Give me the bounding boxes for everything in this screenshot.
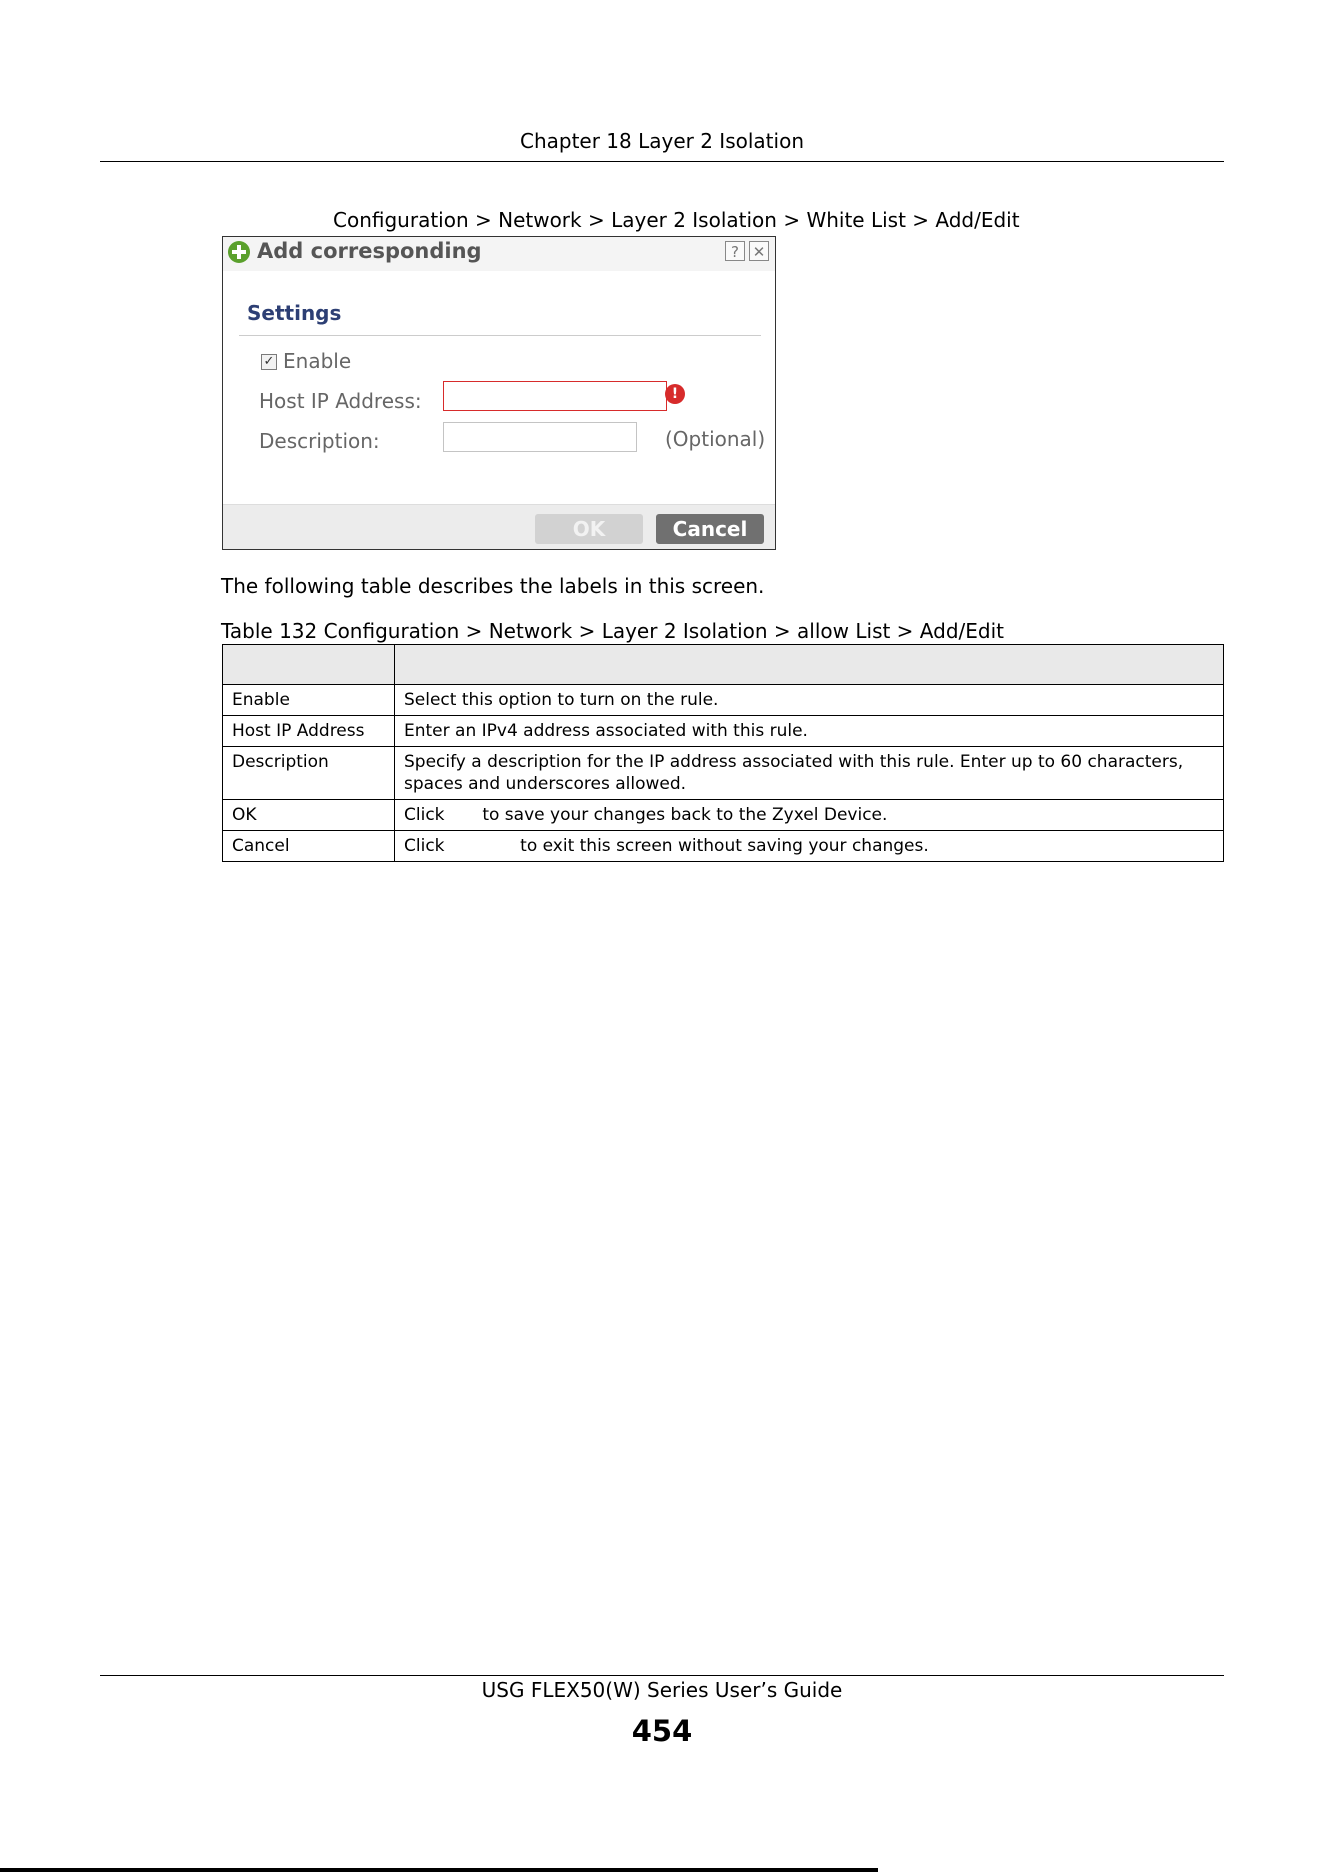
dialog-title: Add corresponding: [257, 239, 482, 263]
header-rule: [100, 161, 1224, 162]
host-ip-input[interactable]: [443, 381, 667, 411]
row-label: OK: [223, 800, 395, 831]
row-description: Enter an IPv4 address associated with this rule.: [395, 716, 1224, 747]
dialog-header: [223, 237, 775, 271]
row-label: Cancel: [223, 831, 395, 862]
chapter-title: Chapter 18 Layer 2 Isolation: [519, 129, 804, 153]
header-cell-label: [223, 645, 395, 685]
labels-table: [222, 644, 1224, 862]
host-ip-label: Host IP Address:: [259, 389, 422, 413]
error-icon: !: [665, 384, 685, 404]
settings-divider: [239, 335, 761, 336]
table-row: [223, 747, 1224, 800]
description-input[interactable]: [443, 422, 637, 452]
optional-label: (Optional): [665, 427, 766, 451]
table-header-row: [223, 645, 1224, 685]
row-description: Click to exit this screen without saving your changes.: [395, 831, 1224, 862]
table-row: [223, 685, 1224, 716]
enable-checkbox[interactable]: ✓: [261, 354, 277, 370]
description-label: Description:: [259, 429, 380, 453]
guide-title: USG FLEX50(W) Series User’s Guide: [481, 1678, 843, 1702]
bottom-bar: [0, 1868, 878, 1872]
dialog-body: [223, 271, 775, 504]
intro-text: The following table describes the labels in this screen.: [221, 574, 765, 598]
table-row: [223, 800, 1224, 831]
table-caption: Table 132 Configuration > Network > Layer 2 Isolation > allow List > Add/Edit: [221, 619, 1004, 643]
help-icon[interactable]: ?: [725, 241, 745, 261]
page-number: 454: [631, 1714, 693, 1748]
row-label: Enable: [223, 685, 395, 716]
header-cell-description: [395, 645, 1224, 685]
row-description: Specify a description for the IP address associated with this rule. Enter up to 60 characters, spaces and underscores allowed.: [395, 747, 1224, 800]
add-icon: [228, 241, 250, 263]
table-row: [223, 831, 1224, 862]
figure-caption: Configuration > Network > Layer 2 Isolation > White List > Add/Edit: [333, 208, 1020, 232]
add-corresponding-dialog: [222, 236, 776, 550]
cancel-button[interactable]: Cancel: [656, 514, 764, 544]
ok-button[interactable]: OK: [535, 514, 643, 544]
close-icon[interactable]: ✕: [749, 241, 769, 261]
row-label: Host IP Address: [223, 716, 395, 747]
footer-rule: [100, 1675, 1224, 1676]
enable-label: Enable: [283, 349, 352, 373]
row-description: Click to save your changes back to the Zyxel Device.: [395, 800, 1224, 831]
row-description: Select this option to turn on the rule.: [395, 685, 1224, 716]
row-label: Description: [223, 747, 395, 800]
settings-heading: Settings: [247, 301, 342, 325]
table-row: [223, 716, 1224, 747]
dialog-footer: [223, 504, 775, 550]
